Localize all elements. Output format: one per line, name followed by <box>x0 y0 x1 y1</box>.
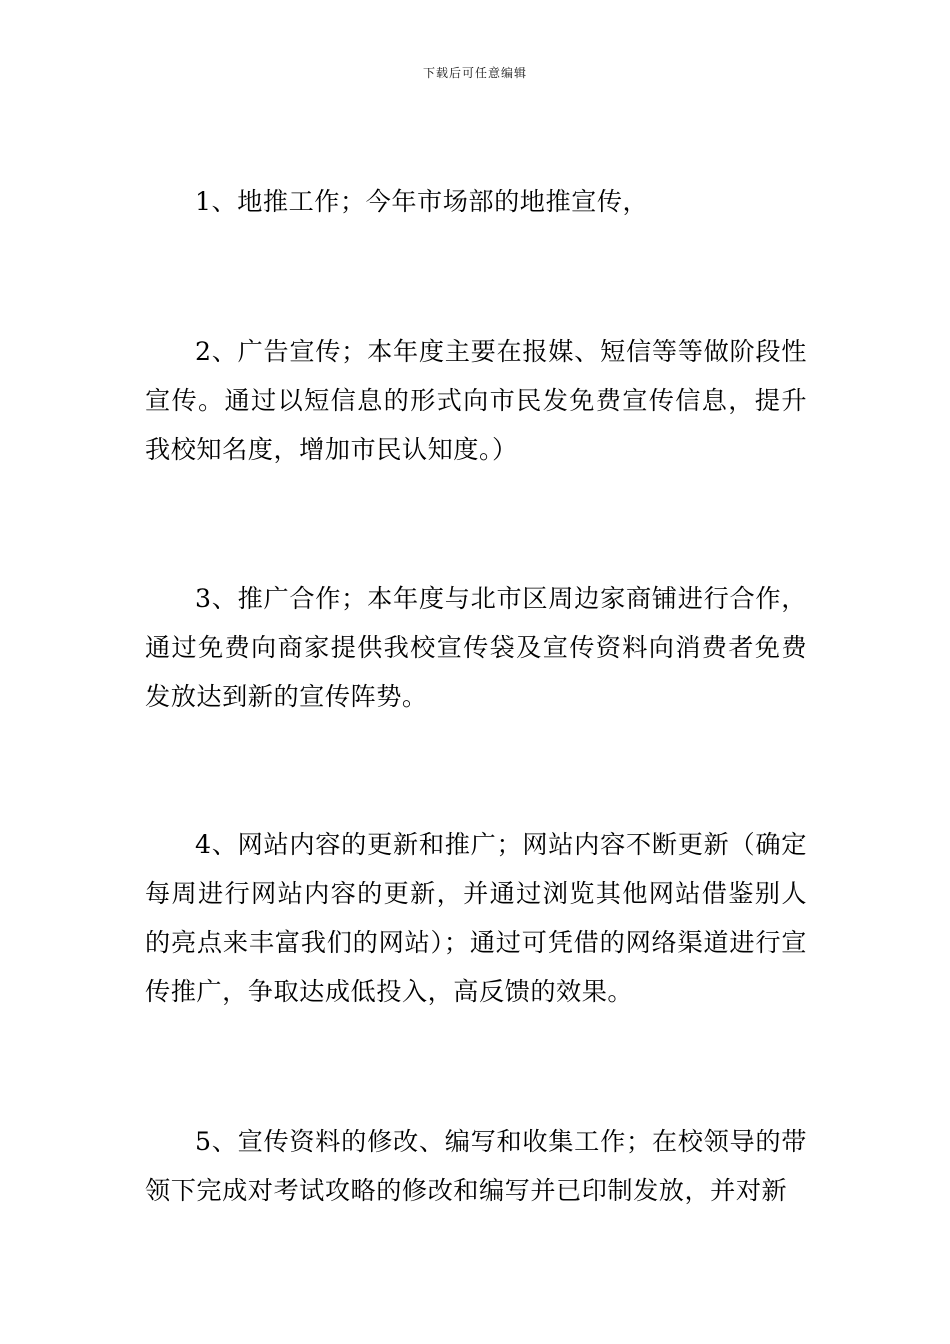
paragraph-ground-promotion: 1、地推工作；今年市场部的地推宣传， <box>195 187 649 216</box>
paragraph-cooperation: 3、推广合作；本年度与北市区周边家商铺进行合作，通过免费向商家提供我校宣传袋及宣传资料向消费者免费发放达到新的宣传阵势。 <box>145 584 807 711</box>
paragraph-website-update: 4、网站内容的更新和推广；网站内容不断更新（确定每周进行网站内容的更新，并通过浏览其他网站借鉴别人的亮点来丰富我们的网站）；通过可凭借的网络渠道进行宣传推广，争取达成低投入，高反馈的效果。 <box>145 830 807 1006</box>
paragraph-materials: 5、宣传资料的修改、编写和收集工作；在校领导的带领下完成对考试攻略的修改和编写并已印制发放，并对新 <box>145 1127 807 1205</box>
paragraph-advertising: 2、广告宣传；本年度主要在报媒、短信等等做阶段性宣传。通过以短信息的形式向市民发免费宣传信息，提升我校知名度，增加市民认知度。） <box>145 337 807 464</box>
page-header-note: 下载后可任意编辑 <box>422 66 527 80</box>
